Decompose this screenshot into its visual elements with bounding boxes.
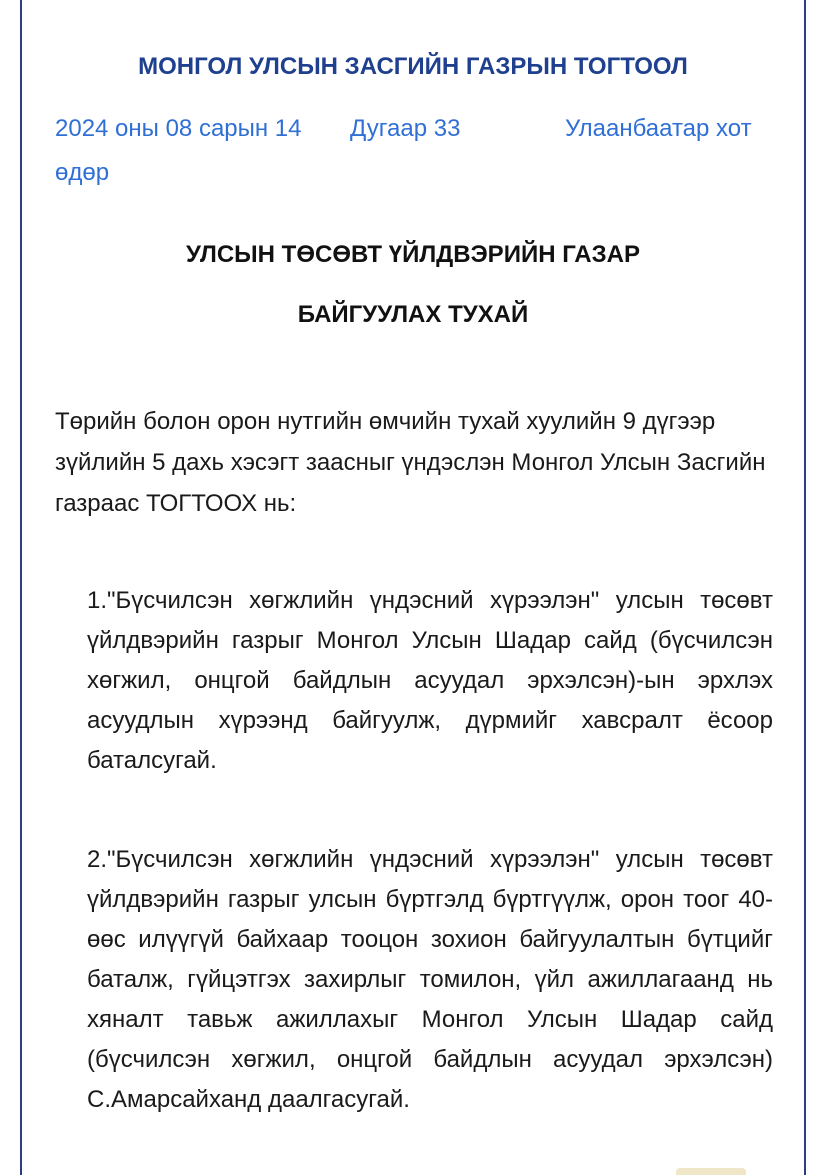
resolution-date: 2024 оны 08 сарын 14 өдөр [55, 115, 302, 186]
page-corner-tab [676, 1168, 746, 1175]
clause-1: 1."Бүсчилсэн хөгжлийн үндэсний хүрээлэн" улсын төсөвт үйлдвэрийн газрыг Монгол Улсын Шадар сайд (бүсчилсэн хөгжил, онцгой байдлын асуудал эрхэлсэн)-ын эрхлэх асуудлын хүрээнд байгуулж, дүрмийг хавсралт ёсоор баталсугай. [87, 587, 773, 774]
subject-line-1: УЛСЫН ТӨСӨВТ ҮЙЛДВЭРИЙН ГАЗАР [185, 241, 640, 268]
document-border-right [804, 0, 806, 1175]
resolution-city: Улаанбаатар хот [565, 115, 752, 142]
preamble-paragraph: Төрийн болон орон нутгийн өмчийн тухай хуулийн 9 дүгээр зүйлийн 5 дахь хэсэгт заасныг үндэслэн Монгол Улсын Засгийн газраас ТОГТООХ нь: [55, 408, 766, 517]
clause-2: 2."Бүсчилсэн хөгжлийн үндэсний хүрээлэн" улсын төсөвт үйлдвэрийн газрыг улсын бүртгэлд бүртгүүлж, орон тоог 40-өөс илүүгүй байхаар тооцон зохион байгуулалтын бүтцийг баталж, гүйцэтгэх захирлыг томилон, үйл ажиллагаанд нь хяналт тавьж ажиллахыг Монгол Улсын Шадар сайд (бүсчилсэн хөгжил, онцгой байдлын асуудал эрхэлсэн) С.Амарсайханд даалгасугай. [87, 846, 773, 1113]
document-border-left [20, 0, 22, 1175]
document-title: МОНГОЛ УЛСЫН ЗАСГИЙН ГАЗРЫН ТОГТООЛ [138, 53, 688, 80]
resolution-number: Дугаар 33 [350, 115, 461, 142]
subject-line-2: БАЙГУУЛАХ ТУХАЙ [297, 301, 529, 328]
